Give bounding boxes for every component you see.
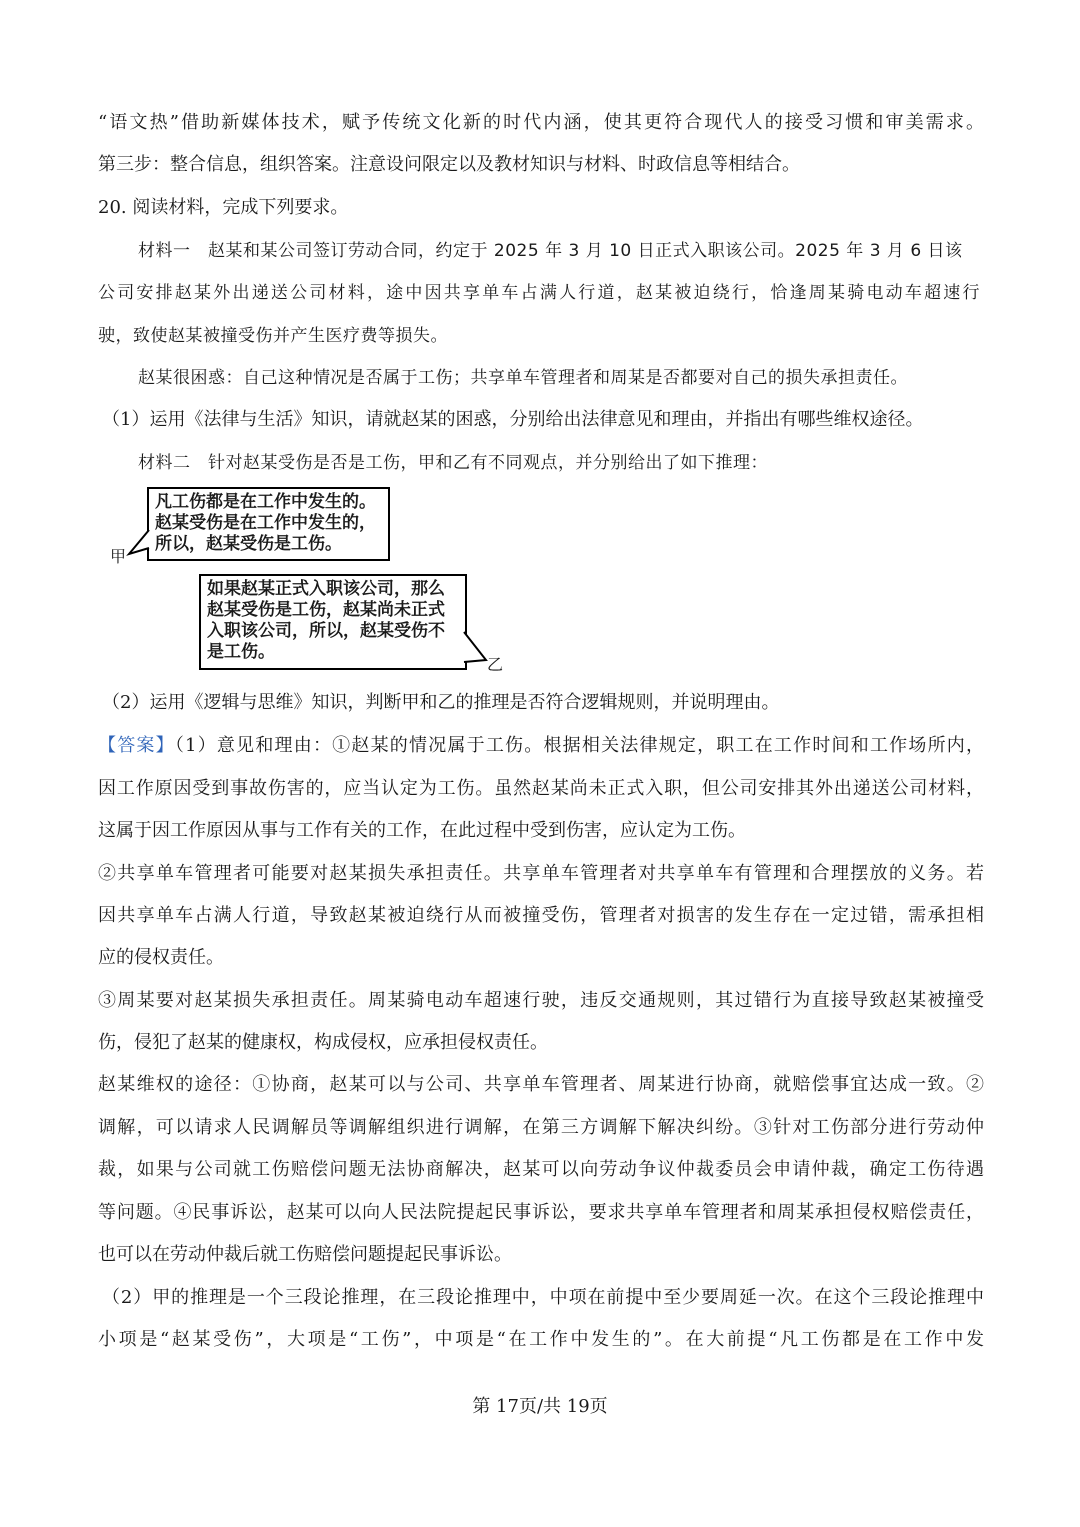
- sub-question-2: （2）运用《逻辑与思维》知识，判断甲和乙的推理是否符合逻辑规则，并说明理由。: [102, 692, 780, 713]
- answer-line: 这属于因工作原因从事与工作有关的工作，在此过程中受到伤害，应认定为工伤。: [98, 820, 746, 841]
- answer-line: 伤，侵犯了赵某的健康权，构成侵权，应承担侵权责任。: [98, 1032, 548, 1053]
- bubble-line: 入职该公司，所以，赵某受伤不: [207, 621, 445, 641]
- bubble-line: 赵某受伤是在工作中发生的，: [155, 513, 376, 533]
- jia-speech-bubble: [147, 487, 390, 561]
- bubble-line: 如果赵某正式入职该公司，那么: [207, 579, 445, 599]
- answer-line: 小项是“赵某受伤”，大项是“工伤”，中项是“在工作中发生的”。在大前提“凡工伤都是在工作中发: [98, 1329, 984, 1350]
- answer-line: 裁，如果与公司就工伤赔偿问题无法协商解决，赵某可以向劳动争议仲裁委员会申请仲裁，确定工伤待遇: [98, 1159, 984, 1180]
- material-two-line: 材料二 针对赵某受伤是否是工伤，甲和乙有不同观点，并分别给出了如下推理：: [138, 453, 768, 473]
- material-one-line: 驶，致使赵某被撞受伤并产生医疗费等损失。: [98, 326, 448, 346]
- answer-line: 调解，可以请求人民调解员等调解组织进行调解，在第三方调解下解决纠纷。③针对工伤部分进行劳动仲: [98, 1117, 984, 1138]
- jia-bubble-tail: [125, 528, 153, 558]
- answer-line: 应的侵权责任。: [98, 947, 224, 968]
- answer-line: 也可以在劳动仲裁后就工伤赔偿问题提起民事诉讼。: [98, 1244, 512, 1265]
- speaker-jia: 甲: [110, 547, 127, 566]
- bubble-line: 是工伤。: [207, 642, 275, 662]
- answer-line: ②共享单车管理者可能要对赵某损失承担责任。共享单车管理者对共享单车有管理和合理摆放的义务。若: [98, 863, 984, 884]
- answer-line: [98, 734, 984, 758]
- page-number: 第 17页/共 19页: [472, 1396, 608, 1417]
- answer-text: （1）意见和理由：①赵某的情况属于工伤。根据相关法律规定，职工在工作时间和工作场所内，: [174, 735, 985, 756]
- answer-line: （2）甲的推理是一个三段论推理，在三段论推理中，中项在前提中至少要周延一次。在这个三段论推理中: [102, 1287, 984, 1308]
- yi-speech-bubble: [199, 574, 467, 670]
- bubble-line: 凡工伤都是在工作中发生的。: [155, 492, 376, 512]
- material-one-question: 赵某很困惑：自己这种情况是否属于工伤；共享单车管理者和周某是否都要对自己的损失承担责任。: [138, 368, 908, 388]
- answer-line: 因工作原因受到事故伤害的，应当认定为工伤。虽然赵某尚未正式入职，但公司安排其外出递送公司材料，: [98, 778, 984, 799]
- answer-line: 赵某维权的途径：①协商，赵某可以与公司、共享单车管理者、周某进行协商，就赔偿事宜达成一致。②: [98, 1074, 984, 1095]
- speaker-yi: 乙: [487, 655, 504, 674]
- material-one-line: 公司安排赵某外出递送公司材料，途中因共享单车占满人行道，赵某被迫绕行，恰逢周某骑电动车超速行: [98, 283, 980, 303]
- question-20-title: 20. 阅读材料，完成下列要求。: [98, 197, 349, 218]
- answer-label: 【答案】: [98, 735, 175, 756]
- bubble-line: 所以，赵某受伤是工伤。: [155, 534, 342, 554]
- answer-line: ③周某要对赵某损失承担责任。周某骑电动车超速行驶，违反交通规则，其过错行为直接导致赵某被撞受: [98, 990, 984, 1011]
- answer-line: 因共享单车占满人行道，导致赵某被迫绕行从而被撞受伤，管理者对损害的发生存在一定过错，需承担相: [98, 905, 984, 926]
- text-line: 第三步：整合信息，组织答案。注意设问限定以及教材知识与材料、时政信息等相结合。: [98, 154, 800, 175]
- material-one-line: 材料一 赵某和某公司签订劳动合同，约定于 2025 年 3 月 10 日正式入职该公司。2025 年 3 月 6 日该: [138, 241, 963, 261]
- bubble-line: 赵某受伤是工伤，赵某尚未正式: [207, 600, 445, 620]
- text-line: “语文热”借助新媒体技术，赋予传统文化新的时代内涵，使其更符合现代人的接受习惯和审美需求。: [98, 112, 984, 133]
- sub-question-1: （1）运用《法律与生活》知识，请就赵某的困惑，分别给出法律意见和理由，并指出有哪些维权途径。: [102, 409, 924, 430]
- yi-bubble-tail: [460, 630, 490, 666]
- answer-line: 等问题。④民事诉讼，赵某可以向人民法院提起民事诉讼，要求共享单车管理者和周某承担侵权赔偿责任，: [98, 1202, 984, 1223]
